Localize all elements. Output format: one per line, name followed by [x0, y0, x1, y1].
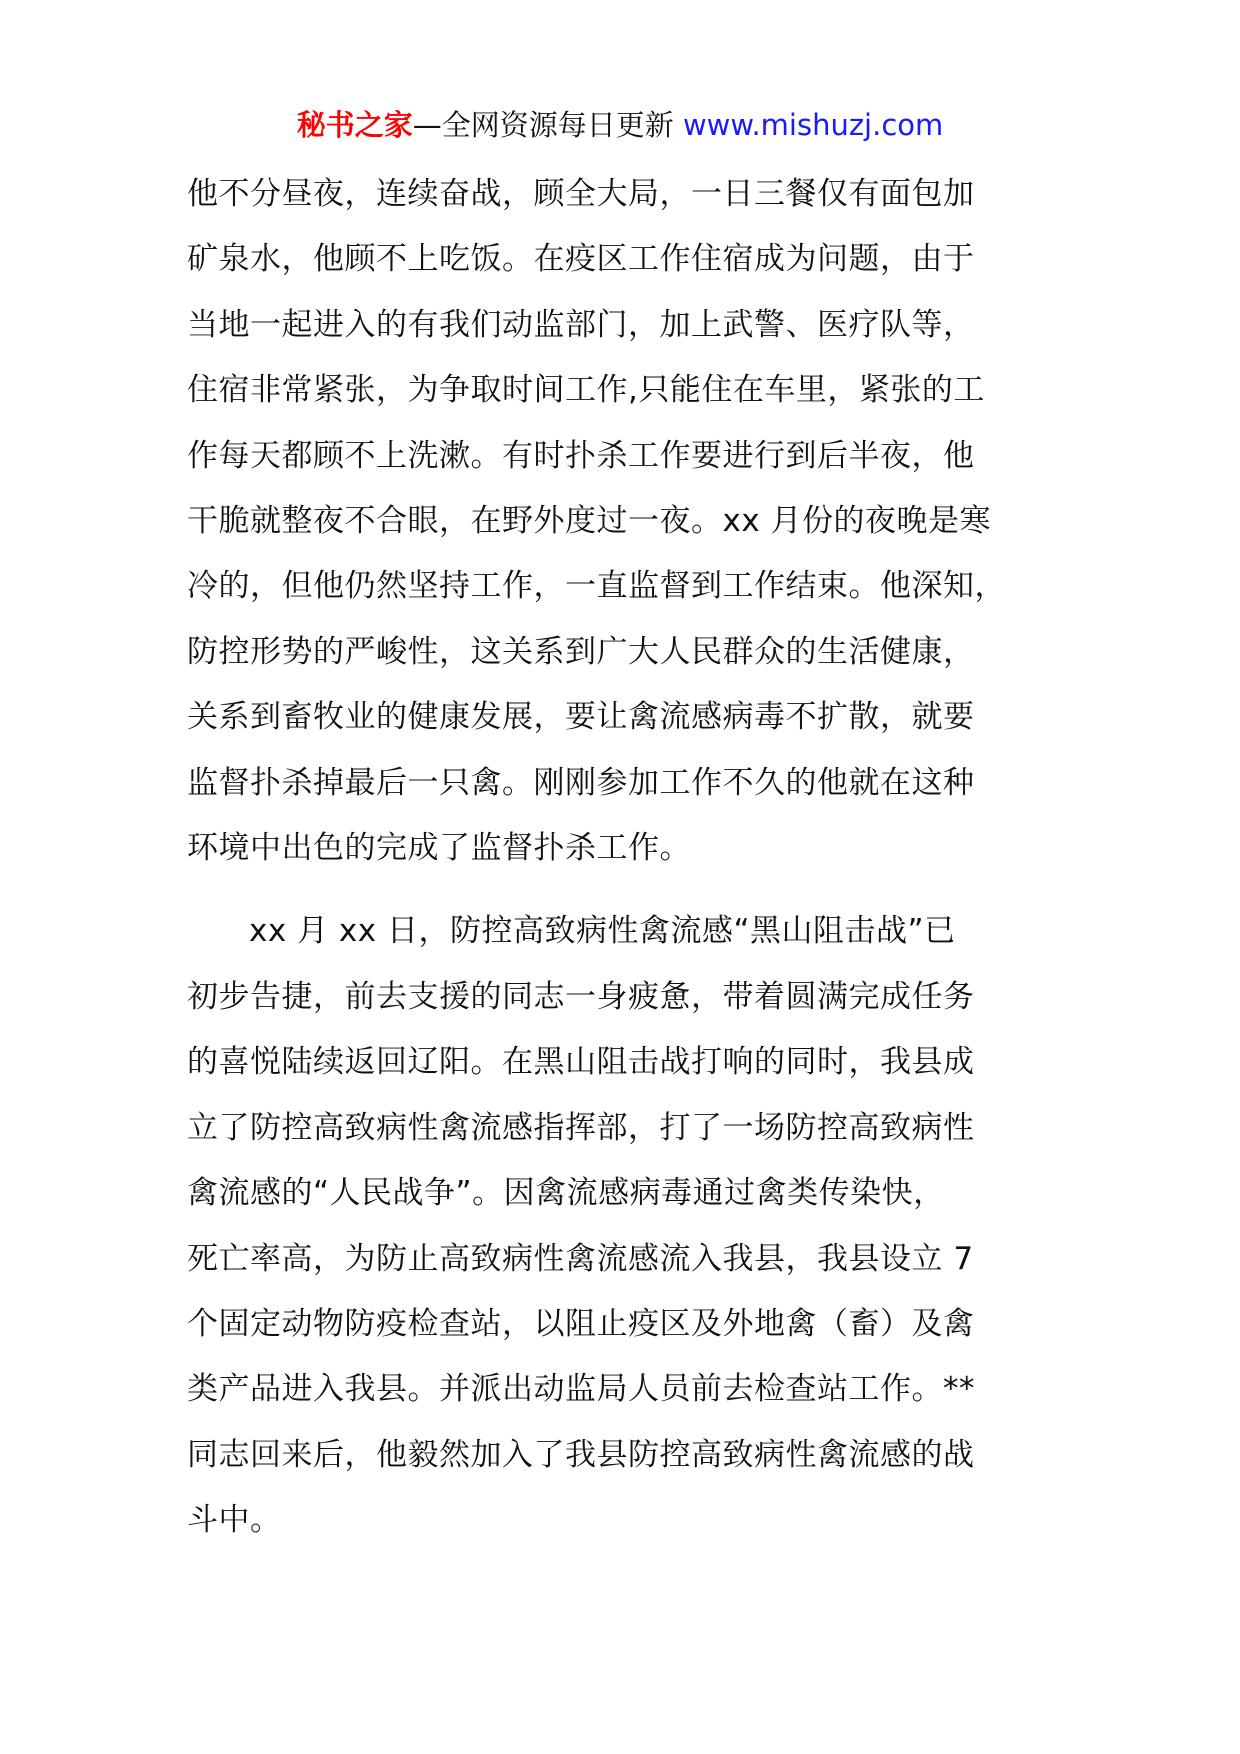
text-line: 他不分昼夜，连续奋战，顾全大局，一日三餐仅有面包加 [187, 176, 975, 212]
text-line: 个固定动物防疫检查站，以阻止疫区及外地禽（畜）及禽 [187, 1305, 975, 1342]
text-line: 死亡率高，为防止高致病性禽流感流入我县，我县设立 7 [187, 1240, 974, 1277]
text-line: 立了防控高致病性禽流感指挥部，打了一场防控高致病性 [187, 1109, 975, 1146]
text-line: 干脆就整夜不合眼，在野外度过一夜。xx 月份的夜晚是寒 [187, 503, 992, 540]
site-url-link[interactable]: www.mishuzj.com [682, 108, 944, 142]
page-header [0, 100, 1240, 150]
paragraph-2 [187, 899, 1057, 1553]
text-line: 环境中出色的完成了监督扑杀工作。 [187, 830, 691, 867]
text-line: 住宿非常紧张，为争取时间工作,只能住在车里，紧张的工 [187, 372, 985, 409]
text-line: 斗中。 [187, 1502, 282, 1539]
paragraph-1 [187, 162, 1057, 881]
text-line: 作每天都顾不上洗漱。有时扑杀工作要进行到后半夜，他 [187, 437, 975, 474]
text-line: 禽流感的“人民战争”。因禽流感病毒通过禽类传染快， [187, 1175, 945, 1212]
text-line: 类产品进入我县。并派出动监局人员前去检查站工作。** [187, 1371, 975, 1408]
text-line: 的喜悦陆续返回辽阳。在黑山阻击战打响的同时，我县成 [187, 1044, 975, 1081]
text-line: 监督扑杀掉最后一只禽。刚刚参加工作不久的他就在这种 [187, 764, 975, 801]
text-line: 同志回来后，他毅然加入了我县防控高致病性禽流感的战 [187, 1436, 975, 1473]
text-line-indented [187, 899, 1057, 964]
text-line: xx 月 xx 日，防控高致病性禽流感“黑山阻击战”已 [249, 913, 956, 950]
brand-name: 秘书之家 [296, 108, 413, 142]
text-line: 防控形势的严峻性，这关系到广大人民群众的生活健康， [187, 633, 975, 670]
text-line: 初步告捷，前去支援的同志一身疲惫，带着圆满完成任务 [187, 978, 975, 1015]
text-line: 关系到畜牧业的健康发展，要让禽流感病毒不扩散，就要 [187, 699, 975, 736]
document-body [187, 162, 1057, 1554]
text-line: 冷的，但他仍然坚持工作，一直监督到工作结束。他深知， [187, 568, 1006, 605]
text-line: 当地一起进入的有我们动监部门，加上武警、医疗队等， [187, 306, 975, 343]
header-tagline: —全网资源每日更新 [412, 108, 683, 142]
text-line: 矿泉水，他顾不上吃饭。在疫区工作住宿成为问题，由于 [187, 241, 975, 278]
